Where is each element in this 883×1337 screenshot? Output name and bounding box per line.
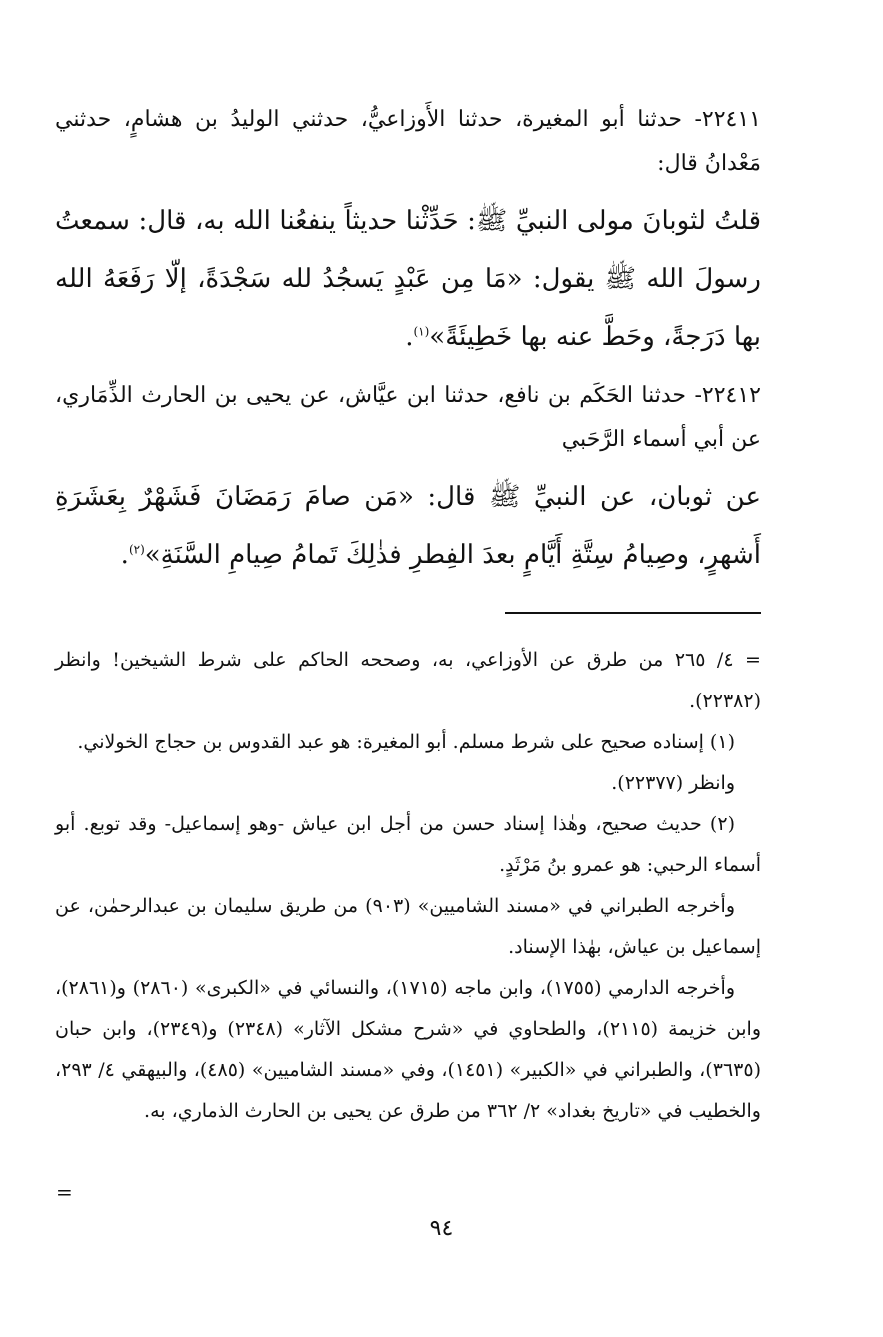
- footnote-2: (٢) حديث صحيح، وهٰذا إسناد حسن من أجل ابن عياش -وهو إسماعيل- وقد توبع. أبو أسماء الرحبي: هو عمرو بنُ مَرْثَدٍ.: [55, 813, 761, 876]
- footnote-separator: [505, 612, 761, 614]
- footnote-carryover: = ٤/ ٢٦٥ من طرق عن الأوزاعي، به، وصححه الحاكم على شرط الشيخين! وانظر (٢٢٣٨٢).: [55, 649, 761, 712]
- page-number: ٩٤: [429, 1216, 454, 1241]
- hadith-22412-matn-text: عن ثوبان، عن النبيِّ ﷺ قال: «مَن صامَ رَمَضَانَ فَشَهْرٌ بِعَشَرَةِ أَشهرٍ، وصِيامُ سِتَّةِ أَيَّامٍ بعدَ الفِطرِ فذٰلِكَ تَمامُ صِيامِ السَّنَةِ»: [55, 482, 761, 570]
- continuation-mark: =: [56, 1180, 73, 1204]
- footnote-1-see-also: وانظر (٢٢٣٧٧).: [611, 772, 735, 794]
- footnote-ref-1[interactable]: (١): [413, 324, 430, 339]
- footnote-1: (١) إسناده صحيح على شرط مسلم. أبو المغيرة: هو عبد القدوس بن حجاج الخولاني.: [77, 731, 735, 753]
- hadith-22411-matn: [55, 192, 761, 366]
- hadith-22412-matn: [55, 468, 761, 584]
- main-text: [55, 98, 761, 592]
- footnote-ref-2[interactable]: (٢): [128, 542, 145, 557]
- hadith-22411-matn-end: .: [405, 322, 414, 352]
- hadith-22411-isnad: ٢٢٤١١- حدثنا أبو المغيرة، حدثنا الأَوزاعيُّ، حدثني الوليدُ بن هشامٍ، حدثني مَعْدانُ قال:: [55, 107, 761, 176]
- footnote-2-takhrij-2: وأخرجه الدارمي (١٧٥٥)، وابن ماجه (١٧١٥)، والنسائي في «الكبرى» (٢٨٦٠) و(٢٨٦١)، وابن خزيمة (٢١١٥)، والطحاوي في «شرح مشكل الآثار» (٢٣٤٨) و(٢٣٤٩)، وابن حبان (٣٦٣٥)، والطبراني في «الكبير» (١٤٥١)، وفي «مسند الشاميين» (٤٨٥)، والبيهقي ٤/ ٢٩٣، والخطيب في «تاريخ بغداد» ٢/ ٣٦٢ من طرق عن يحيى بن الحارث الذماري، به.: [55, 977, 761, 1122]
- hadith-22412-matn-end: .: [120, 540, 129, 570]
- footnotes-section: [55, 640, 761, 1132]
- hadith-22412-isnad: ٢٢٤١٢- حدثنا الحَكَم بن نافع، حدثنا ابن عيَّاش، عن يحيى بن الحارث الذِّمَاري، عن أبي أسماء الرَّحَبي: [55, 383, 761, 452]
- hadith-22411-matn-text: قلتُ لثوبانَ مولى النبيِّ ﷺ: حَدِّثْنا حديثاً ينفعُنا الله به، قال: سمعتُ رسولَ الله ﷺ يقول: «مَا مِن عَبْدٍ يَسجُدُ لله سَجْدَةً، إلّا رَفَعَهُ الله بها دَرَجةً، وحَطَّ عنه بها خَطِيئَةً»: [55, 206, 761, 352]
- footnote-2-takhrij-1: وأخرجه الطبراني في «مسند الشاميين» (٩٠٣) من طريق سليمان بن عبدالرحمٰن، عن إسماعيل بن عياش، بهٰذا الإسناد.: [55, 895, 761, 958]
